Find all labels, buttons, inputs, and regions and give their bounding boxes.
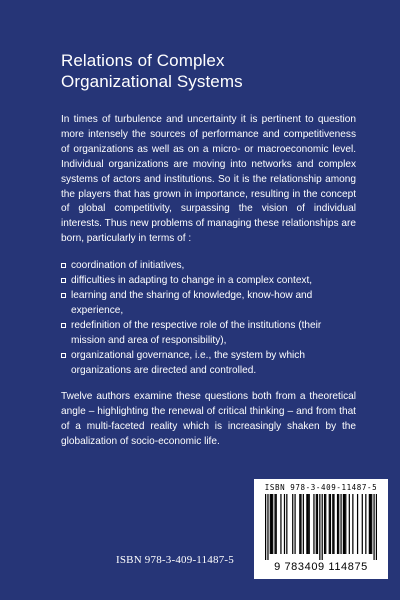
barcode-bar [316, 494, 317, 554]
barcode-number: 9 783409 114875 [274, 561, 368, 573]
checkbox-bullet-icon [61, 323, 66, 328]
list-item-text: organizational governance, i.e., the system by which organizations are directed and controlled. [71, 349, 305, 376]
barcode-bar [267, 494, 268, 560]
barcode-isbn-label: ISBN 978-3-409-11487-5 [264, 483, 378, 492]
barcode-bar [286, 494, 287, 554]
title-line-1: Relations of Complex [61, 51, 225, 70]
checkbox-bullet-icon [61, 353, 66, 358]
barcode-bar [307, 494, 308, 554]
barcode-bar [274, 494, 275, 554]
checkbox-bullet-icon [61, 263, 66, 268]
barcode-bar [370, 494, 371, 554]
barcode-bar [369, 494, 370, 554]
barcode-bar [272, 494, 273, 554]
barcode-bar [324, 494, 325, 554]
barcode-bar [306, 494, 307, 554]
barcode-bar [294, 494, 295, 554]
list-item [61, 319, 356, 349]
barcode-bar [373, 494, 374, 560]
list-item [61, 274, 356, 289]
barcode-bar [329, 494, 330, 554]
barcode-bar [352, 494, 353, 554]
list-item-text: difficulties in adapting to change in a complex context, [71, 275, 313, 287]
barcode-bar [357, 494, 358, 554]
barcode-bar [365, 494, 366, 554]
barcode-bar [317, 494, 318, 554]
barcode-bar [362, 494, 363, 554]
title-line-2: Organizational Systems [61, 72, 243, 91]
barcode-bar [265, 494, 266, 560]
barcode-bar [330, 494, 331, 554]
barcode-bar [313, 494, 314, 554]
barcode-bar [284, 494, 285, 554]
barcode-bar [345, 494, 346, 554]
barcode-bar [303, 494, 304, 554]
barcode-bar [340, 494, 341, 554]
closing-paragraph: Twelve authors examine these questions both from a theoretical angle – highlighting the renewal of critical thinking – and from that of a multi-faceted reality which is increasingly shaken by the globalization of socio-economic life. [61, 391, 356, 448]
list-item-text: redefinition of the respective role of the institutions (their mission and area of responsibility), [71, 319, 322, 346]
book-title [61, 50, 361, 92]
list-item-text: coordination of initiatives, [71, 260, 185, 272]
barcode-panel [254, 479, 388, 579]
list-item [61, 259, 356, 274]
isbn-label: ISBN 978-3-409-11487-5 [116, 554, 234, 566]
barcode-bar [333, 494, 334, 554]
list-item-text: learning and the sharing of knowledge, know-how and experience, [71, 289, 313, 316]
barcode-bar [337, 494, 338, 554]
barcode-icon [265, 494, 377, 560]
barcode-bar [319, 494, 320, 560]
barcode-bar [299, 494, 300, 554]
barcode-bar [332, 494, 333, 554]
barcode-bar [280, 494, 281, 554]
barcode-bar [325, 494, 326, 554]
barcode-bar [344, 494, 345, 554]
barcode-bar [300, 494, 301, 554]
barcode-bar [276, 494, 277, 554]
topics-list [61, 259, 356, 378]
barcode-bar [371, 494, 372, 554]
checkbox-bullet-icon [61, 278, 66, 283]
barcode-bar [349, 494, 350, 554]
intro-paragraph: In times of turbulence and uncertainty it is pertinent to question more intensely the sources of performance and competitiveness of organizations as well as on a micro- or macroeconomic level. Individual organizations are moving into networks and complex systems of actors and institutions. So it is the relationship among the players that has grown in importance, resulting in the concept of global competitivity, surpassing the vision of individual interests. Thus new problems of managing these relationships are born, particularly in terms of : [61, 114, 356, 245]
barcode-bar [338, 494, 339, 554]
blurb [61, 113, 356, 450]
list-item [61, 349, 356, 379]
barcode-bar [292, 494, 293, 554]
checkbox-bullet-icon [61, 293, 66, 298]
list-item [61, 289, 356, 319]
barcode-bar [271, 494, 272, 554]
barcode-bar [270, 494, 271, 554]
barcode-bar [322, 494, 323, 560]
barcode-bar [376, 494, 377, 560]
barcode-bar [309, 494, 310, 554]
barcode-bar [343, 494, 344, 554]
